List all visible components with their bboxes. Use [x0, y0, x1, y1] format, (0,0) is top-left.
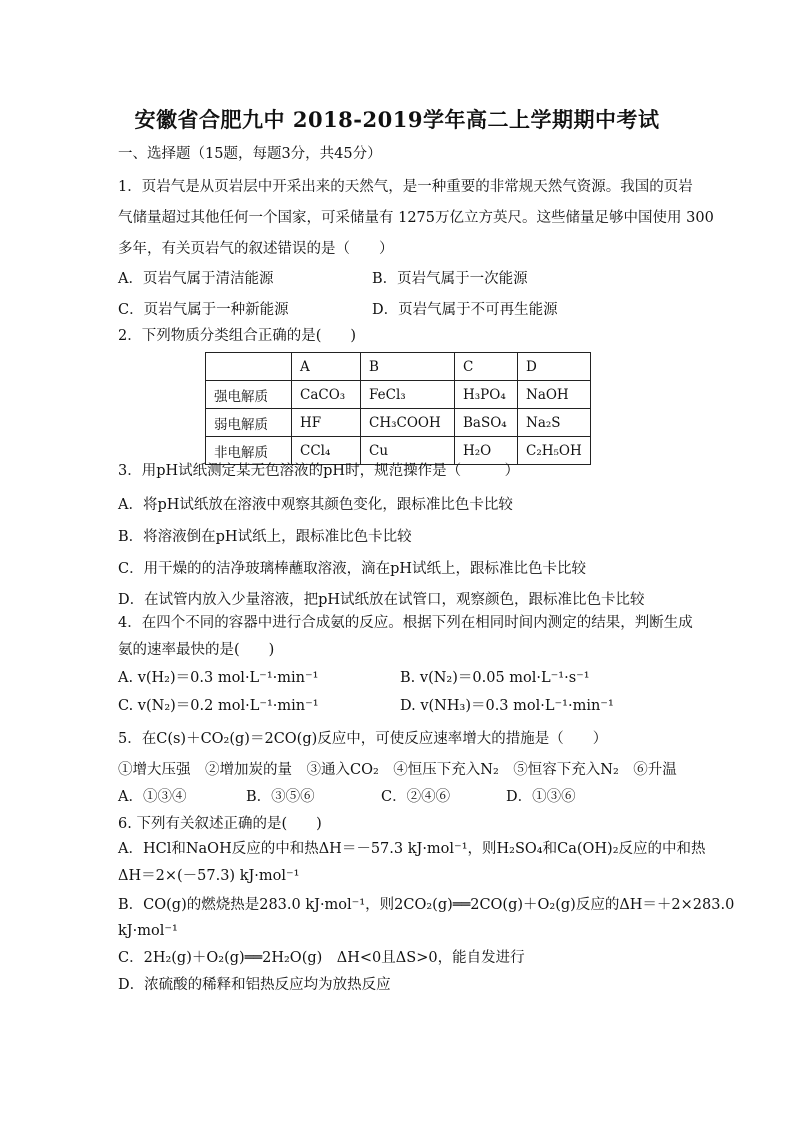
q4-option-b: B. v(N₂)＝0.05 mol·L⁻¹·s⁻¹	[400, 670, 590, 686]
q3-option-c: C．用干燥的的洁净玻璃棒蘸取溶液，滴在pH试纸上，跟标准比色卡比较	[118, 561, 587, 577]
table-cell: CaCO₃	[292, 381, 361, 409]
q1-option-d: D．页岩气属于不可再生能源	[372, 302, 558, 318]
q5-option-c: C．②④⑥	[381, 789, 451, 805]
table-cell: CH₃COOH	[361, 409, 455, 437]
table-cell: H₂O	[455, 437, 518, 465]
table-header-cell: B	[361, 353, 455, 381]
q1-line1: 1．页岩气是从页岩层中开采出来的天然气，是一种重要的非常规天然气资源。我国的页岩	[118, 179, 693, 195]
q6-option-a-line1: A．HCl和NaOH反应的中和热ΔH＝－57.3 kJ·mol⁻¹，则H₂SO₄和Ca(OH)₂反应的中和热	[118, 841, 706, 857]
table-header-cell: C	[455, 353, 518, 381]
q6-option-d: D．浓硫酸的稀释和铝热反应均为放热反应	[118, 977, 391, 993]
q1-option-b: B．页岩气属于一次能源	[372, 271, 528, 287]
table-header-row	[206, 353, 591, 381]
table-cell: C₂H₅OH	[518, 437, 591, 465]
q5-option-b: B．③⑤⑥	[246, 789, 315, 805]
q1-line3: 多年，有关页岩气的叙述错误的是（ ）	[118, 241, 394, 257]
q1-option-c: C．页岩气属于一种新能源	[118, 302, 289, 318]
table-cell: NaOH	[518, 381, 591, 409]
q5-stem: 5．在C(s)＋CO₂(g)＝2CO(g)反应中，可使反应速率增大的措施是（ ）	[118, 731, 608, 747]
table-header-cell: D	[518, 353, 591, 381]
q2-stem: 2．下列物质分类组合正确的是( )	[118, 328, 357, 344]
q6-option-b-line1: B．CO(g)的燃烧热是283.0 kJ·mol⁻¹，则2CO₂(g)══2CO(g)＋O₂(g)反应的ΔH＝＋2×283.0	[118, 897, 735, 913]
q5-option-d: D．①③⑥	[506, 789, 576, 805]
table-row	[206, 409, 591, 437]
q3-stem: 3．用pH试纸测定某无色溶液的pH时，规范操作是（ ）	[118, 463, 520, 479]
q4-line2: 氨的速率最快的是( )	[118, 642, 275, 658]
row-label: 弱电解质	[206, 409, 292, 437]
q4-option-c: C. v(N₂)＝0.2 mol·L⁻¹·min⁻¹	[118, 698, 319, 714]
table-row	[206, 437, 591, 465]
table-cell: BaSO₄	[455, 409, 518, 437]
q6-stem: 6. 下列有关叙述正确的是( )	[118, 816, 322, 832]
row-label: 强电解质	[206, 381, 292, 409]
q1-line2: 气储量超过其他任何一个国家，可采储量有 1275万亿立方英尺。这些储量足够中国使用 300	[118, 210, 714, 226]
q4-option-a: A. v(H₂)＝0.3 mol·L⁻¹·min⁻¹	[118, 670, 319, 686]
table-cell: FeCl₃	[361, 381, 455, 409]
classification-table	[205, 352, 591, 465]
q3-option-a: A．将pH试纸放在溶液中观察其颜色变化，跟标准比色卡比较	[118, 497, 513, 513]
q3-option-d: D．在试管内放入少量溶液，把pH试纸放在试管口，观察颜色，跟标准比色卡比较	[118, 592, 645, 608]
q5-measures: ①增大压强 ②增加炭的量 ③通入CO₂ ④恒压下充入N₂ ⑤恒容下充入N₂ ⑥升温	[118, 762, 677, 778]
q3-option-b: B．将溶液倒在pH试纸上，跟标准比色卡比较	[118, 529, 412, 545]
q5-option-a: A．①③④	[118, 789, 187, 805]
table-header-cell: A	[292, 353, 361, 381]
table-cell: Cu	[361, 437, 455, 465]
table-cell: H₃PO₄	[455, 381, 518, 409]
table-cell: CCl₄	[292, 437, 361, 465]
row-label: 非电解质	[206, 437, 292, 465]
q6-option-c: C．2H₂(g)＋O₂(g)══2H₂O(g) ΔH<0且ΔS>0，能自发进行	[118, 950, 525, 966]
table-row	[206, 381, 591, 409]
section-heading: 一、选择题（15题，每题3分，共45分）	[118, 146, 382, 162]
q6-option-a-line2: ΔH＝2×(－57.3) kJ·mol⁻¹	[118, 868, 300, 884]
q6-option-b-line2: kJ·mol⁻¹	[118, 923, 178, 939]
table-cell: HF	[292, 409, 361, 437]
table-cell: Na₂S	[518, 409, 591, 437]
q4-line1: 4．在四个不同的容器中进行合成氨的反应。根据下列在相同时间内测定的结果，判断生成	[118, 615, 693, 631]
exam-title: 安徽省合肥九中 2018-2019学年高二上学期期中考试	[134, 107, 660, 132]
table-header-cell	[206, 353, 292, 381]
q4-option-d: D. v(NH₃)＝0.3 mol·L⁻¹·min⁻¹	[400, 698, 614, 714]
q1-option-a: A．页岩气属于清洁能源	[118, 271, 274, 287]
